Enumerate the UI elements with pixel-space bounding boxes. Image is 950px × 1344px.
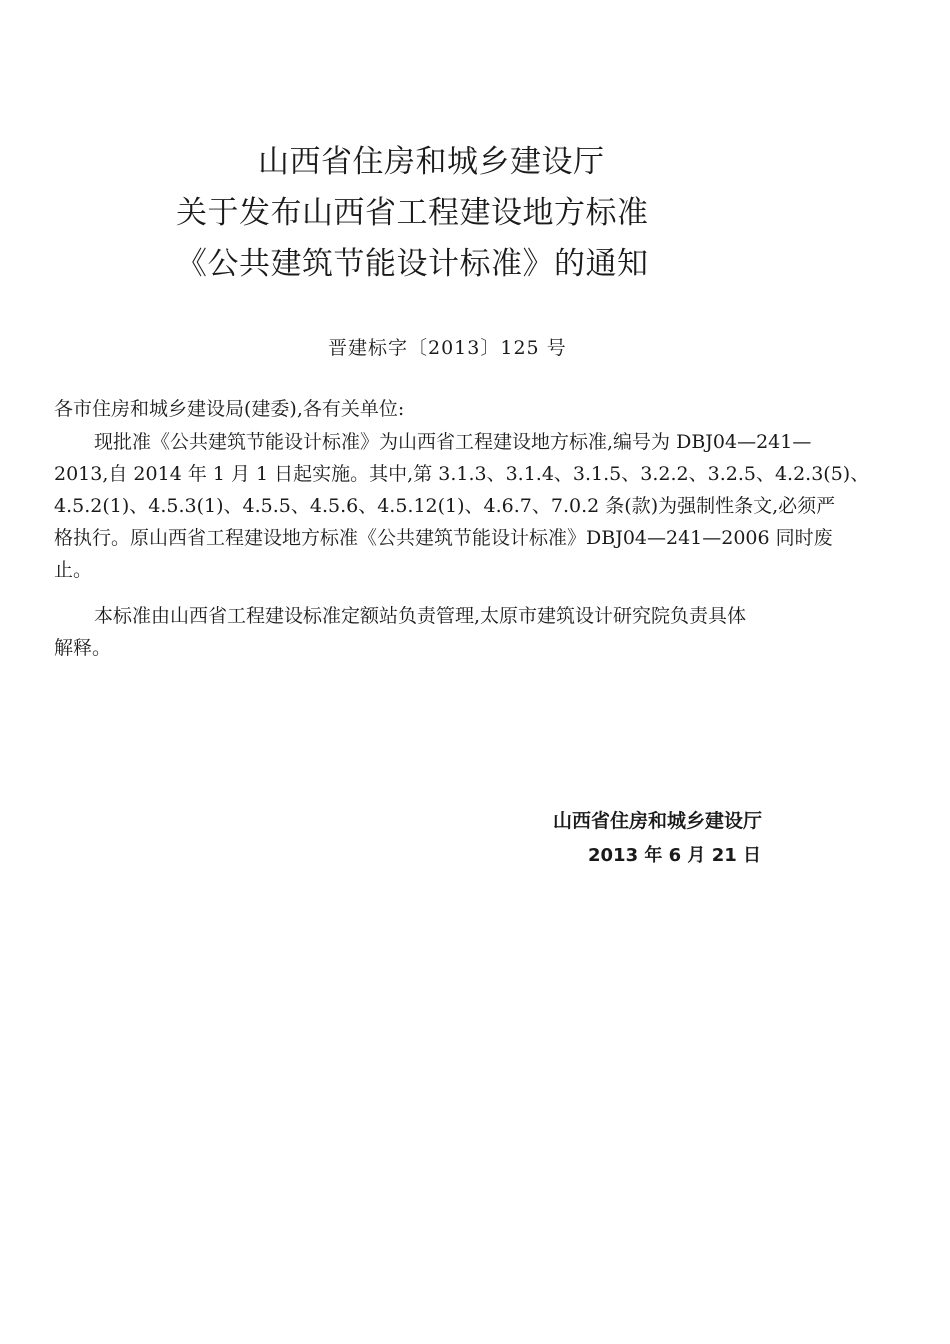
- paragraph-line: 4.5.2(1)、4.5.3(1)、4.5.5、4.5.6、4.5.12(1)、4.6.7、7.0.2 条(款)为强制性条文,必须严: [54, 495, 836, 517]
- paragraph-line: 2013,自 2014 年 1 月 1 日起实施。其中,第 3.1.3、3.1.4、3.1.5、3.2.2、3.2.5、4.2.3(5)、: [54, 463, 870, 485]
- title-line-3: 《公共建筑节能设计标准》的通知: [176, 246, 649, 282]
- body-paragraph-1: [54, 426, 870, 586]
- document-number: 晋建标字〔2013〕125 号: [328, 337, 567, 359]
- body-paragraph-2: [54, 600, 814, 664]
- title-line-1: 山西省住房和城乡建设厅: [258, 144, 605, 180]
- title-line-2: 关于发布山西省工程建设地方标准: [176, 195, 649, 231]
- issue-date: 2013 年 6 月 21 日: [588, 845, 762, 866]
- paragraph-line: 止。: [54, 559, 93, 581]
- paragraph-line: 解释。: [54, 637, 112, 659]
- issuer-signature: 山西省住房和城乡建设厅: [553, 810, 763, 832]
- salutation: 各市住房和城乡建设局(建委),各有关单位:: [54, 398, 405, 420]
- paragraph-line: 格执行。原山西省工程建设地方标准《公共建筑节能设计标准》DBJ04—241—2006 同时废: [54, 527, 833, 549]
- paragraph-line: 现批准《公共建筑节能设计标准》为山西省工程建设地方标准,编号为 DBJ04—241—: [94, 431, 812, 453]
- paragraph-line: 本标准由山西省工程建设标准定额站负责管理,太原市建筑设计研究院负责具体: [94, 605, 747, 627]
